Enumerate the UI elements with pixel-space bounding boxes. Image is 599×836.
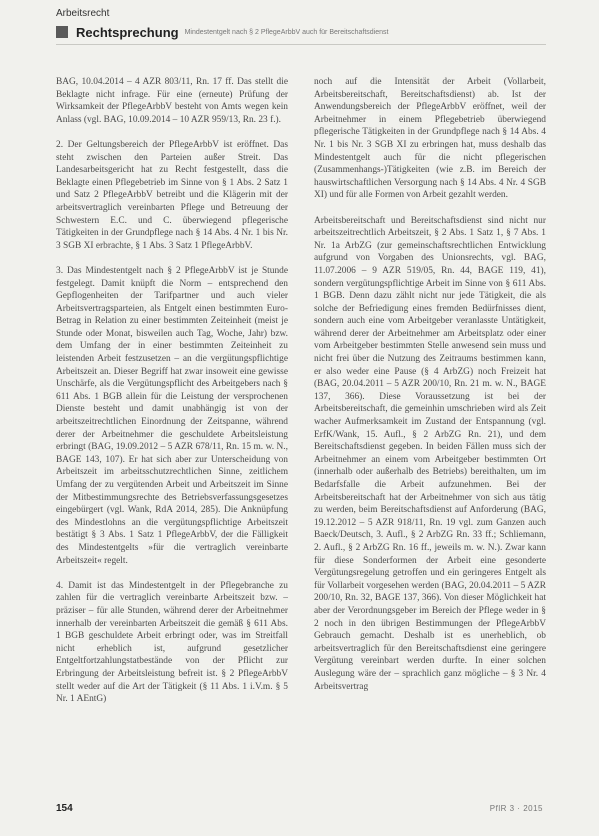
page-subtitle: Mindestentgelt nach § 2 PflegeArbbV auch für Bereitschaftsdienst	[184, 28, 389, 36]
page-header	[56, 24, 546, 40]
page-number: 154	[56, 803, 73, 814]
left-paragraph-2: 2. Der Geltungsbereich der PflegeArbbV ist eröffnet. Das steht zwischen den Parteien außer Streit. Das Landesarbeitsgericht hat zu Recht festgestellt, dass die Beklagte einen Pflegebetrieb im Sinne von § 1 Abs. 2 Satz 1 und Satz 2 PflegeArbbV betreibt und die Klägerin mit der arbeitsvertraglich vereinbarten Pflege und Betreuung der Schwestern E.C. und C. überwiegend pflegerische Tätigkeiten in der Grundpflege nach § 14 Abs. 4 Nr. 1 bis Nr. 3 SGB XI erbrachte, § 1 Abs. 3 Satz 1 PflegeArbbV.	[56, 139, 288, 251]
left-paragraph-3: 3. Das Mindestentgelt nach § 2 PflegeArbbV ist je Stunde festgelegt. Damit knüpft die Norm – entsprechend den Gepflogenheiten der Tarifpartner und auch vieler Arbeitsvertragsparteien, als Entgelt einen bestimmten Euro-Betrag in Relation zu einer bestimmten Zeiteinheit (meist je Stunde oder Monat, bisweilen auch Tag, Woche, Jahr) bzw. dem Umfang der in einer bestimmten Zeiteinheit zu leistenden Arbeit festzusetzen – an die vergütungspflichtige Arbeitszeit an. Dieser Begriff hat zwar insoweit eine gewisse Unschärfe, als die Vergütungspflicht des Arbeitgebers nach § 611 Abs. 1 BGB allein für die Leistung der versprochenen Dienste besteht und damit unabhängig ist von der arbeitszeitrechtlichen Einordnung der Zeitspanne, während derer der Arbeitnehmer die geschuldete Arbeitsleistung erbringt (BAG, 19.09.2012 – 5 AZR 678/11, Rn. 15 m. w. N., BAGE 143, 107). Er hat sich aber zur Unterscheidung von Arbeitszeit im arbeitsschutzrechtlichen Sinne, zeitlichem Umfang der zu vergütenden Arbeit und Arbeitszeit im Sinne der Mitbestimmungsrechte des Betriebsverfassungsgesetzes eingebürgert (vgl. Wank, RdA 2014, 285). Die Anknüpfung des Mindestlohns an die vergütungspflichtige Arbeitszeit bestätigt § 3 Abs. 1 Satz 1 PflegeArbbV, der die Fälligkeit des Mindestentgelts »für die vertraglich vereinbarte Arbeitszeit« regelt.	[56, 265, 288, 566]
right-column	[314, 76, 546, 798]
page-title: Rechtsprechung	[76, 24, 179, 40]
header-divider	[56, 44, 546, 45]
left-paragraph-4: 4. Damit ist das Mindestentgelt in der Pflegebranche zu zahlen für die vertraglich vereinbarte Arbeitszeit bzw. – präziser – für alle Stunden, während derer der Arbeitnehmer innerhalb der vereinbarten Arbeitszeit die gemäß § 611 Abs. 1 BGB geschuldete Arbeit erbringt oder, was im Streitfall nicht erheblich ist, aufgrund gesetzlicher Entgeltfortzahlungstatbestände von der Pflicht zur Erbringung der Arbeitsleistung befreit ist. § 2 PflegeArbbV stellt weder auf die Art der Tätigkeit (§ 11 Abs. 1 i.V.m. § 5 Nr. 1 AEntG)	[56, 580, 288, 705]
left-column	[56, 76, 288, 798]
right-paragraph-1: noch auf die Intensität der Arbeit (Vollarbeit, Arbeitsbereitschaft, Bereitschaftsdienst) ab. Ist der Anwendungsbereich der PflegeArbbV eröffnet, weil der Arbeitnehmer in einem Pflegebetrieb überwiegend pflegerische Tätigkeiten in der Grundpflege nach § 14 Abs. 4 Nr. 1 bis Nr. 3 SGB XI zu erbringen hat, muss deshalb das Mindestentgelt auch für die nicht pflegerischen (Zusammenhangs-)Tätigkeiten (wie z.B. im Bereich der hauswirtschaftlichen Versorgung nach § 14 Abs. 4 Nr. 4 SGB XI) und für alle Formen von Arbeit gezahlt werden.	[314, 77, 546, 201]
left-paragraph-1: BAG, 10.04.2014 – 4 AZR 803/11, Rn. 17 ff. Das stellt die Beklagte nicht infrage. Für eine (erneute) Prüfung der Wirksamkeit der PflegeArbbV besteht von Amts wegen kein Anlass (vgl. BAG, 10.09.2014 – 10 AZR 959/13, Rn. 23 f.).	[56, 77, 288, 125]
right-paragraph-2: Arbeitsbereitschaft und Bereitschaftsdienst sind nicht nur arbeitszeitrechtlich Arbeitszeit, § 2 Abs. 1 Satz 1, § 7 Abs. 1 Nr. 1a ArbZG (zur gemeinschaftsrechtlichen Entwicklung aufgrund von Vorgaben des Unionsrechts, vgl. BAG, 11.07.2006 – 9 AZR 519/05, Rn. 44, BAGE 119, 41), sondern vergütungspflichtige Arbeit im Sinne von § 611 Abs. 1 BGB. Denn dazu zählt nicht nur jede Tätigkeit, die als solche der Befriedigung eines fremden Bedürfnisses dient, sondern auch eine vom Arbeitgeber veranlasste Untätigkeit, während derer der Arbeitnehmer am Arbeitsplatz oder einer vom Arbeitgeber bestimmten Stelle anwesend sein muss und nicht frei über die Nutzung des Zeitraums bestimmen kann, er also weder eine Pause (§ 4 ArbZG) noch Freizeit hat (BAG, 20.04.2011 – 5 AZR 200/10, Rn. 21 m. w. N., BAGE 137, 366). Diese Voraussetzung ist bei der Arbeitsbereitschaft, die gemeinhin umschrieben wird als Zeit wacher Aufmerksamkeit im Zustand der Entspannung (vgl. ErfK/Wank, 15. Aufl., § 2 ArbZG Rn. 21), und dem Bereitschaftsdienst gegeben. In beiden Fällen muss sich der Arbeitnehmer an einem vom Arbeitgeber bestimmten Ort (innerhalb oder außerhalb des Betriebs) bereithalten, um im Bedarfsfalle die Arbeit aufzunehmen. Bei der Arbeitsbereitschaft hat der Arbeitnehmer von sich aus tätig zu werden, beim Bereitschaftsdienst auf Anforderung (BAG, 19.12.2012 – 5 AZR 918/11, Rn. 19 vgl. zum Ganzen auch Baeck/Deutsch, 3. Aufl., § 2 ArbZG Rn. 33 ff.; Schliemann, 2. Aufl., § 2 ArbZG Rn. 16 ff., jeweils m. w. N.). Zwar kann für diese Sonderformen der Arbeit eine gesonderte Vergütungsregelung getroffen und ein geringeres Entgelt als für Vollarbeit vorgesehen werden (BAG, 20.04.2011 – 5 AZR 200/10, Rn. 32, BAGE 137, 366). Von dieser Möglichkeit hat aber der Verordnungsgeber im Bereich der Pflege weder in § 2 noch in den übrigen Bestimmungen der PflegeArbbV Gebrauch gemacht. Deshalb ist es unerheblich, ob arbeitsvertraglich für den Bereitschaftsdienst eine geringere Vergütung vereinbart werden durfte. In einer solchen Auslegung wäre der – sprachlich ganz mögliche – § 3 Nr. 4 Arbeitsvertrag	[314, 215, 546, 692]
section-marker-icon	[56, 26, 68, 38]
section-label: Arbeitsrecht	[56, 8, 110, 19]
journal-issue: PflR 3 · 2015	[489, 804, 543, 813]
